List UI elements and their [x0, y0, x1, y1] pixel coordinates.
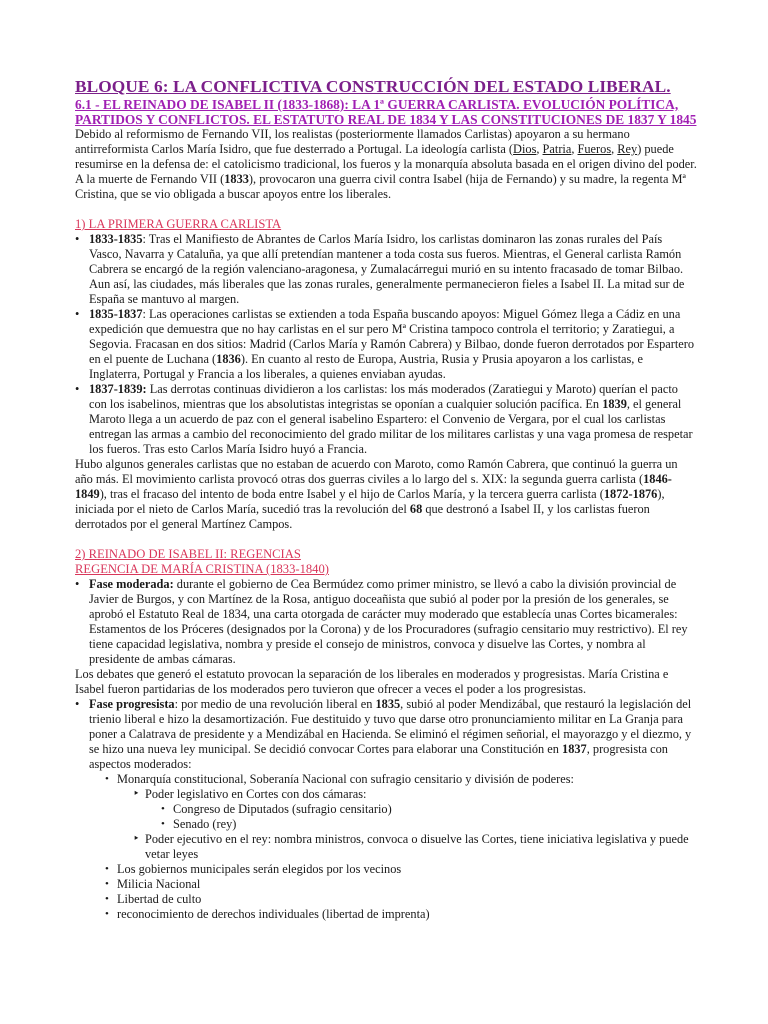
bold-year: 1837: [562, 742, 587, 756]
text-run: ), provocaron una guerra civil contra Isabel (hija de Fernando) y su madre, la regenta Mª Cristina, que se vio obligada a buscar apoyos entre los liberales.: [75, 172, 686, 201]
text-run: ,: [536, 142, 543, 156]
underlined-word: Fueros: [577, 142, 612, 156]
bold-year: 1836: [216, 352, 241, 366]
bold-year: 1846-1849: [75, 472, 672, 501]
regency-heading: REGENCIA DE MARÍA CRISTINA (1833-1840): [75, 562, 329, 576]
bullet-1837-1839: [75, 382, 697, 457]
list-item: • Milicia Nacional: [75, 877, 697, 892]
section-heading-2: 2) REINADO DE ISABEL II: REGENCIAS: [75, 547, 301, 561]
bold-label: Fase progresista: [89, 697, 175, 711]
section-heading-1: 1) LA PRIMERA GUERRA CARLISTA: [75, 217, 282, 231]
bullet-1833-1835: [75, 232, 697, 307]
bold-period: 1833-1835: [89, 232, 143, 246]
list-item: • Libertad de culto: [75, 892, 697, 907]
text-run: ) puede resumirse en la defensa de: el catolicismo tradicional, los fueros y la monarquía absoluta basada en el origen divino del poder. A la muerte de Fernando VII (: [75, 142, 697, 186]
text-run: ,: [611, 142, 618, 156]
bold-period: 1835-1837: [89, 307, 143, 321]
text-run: ), iniciada por el nieto de Carlos María, sucedió tras la revolución del: [75, 487, 665, 516]
list-item: • Senado (rey): [75, 817, 697, 832]
underlined-word: Patria: [542, 142, 572, 156]
list-item: • Monarquía constitucional, Soberanía Nacional con sufragio censitario y división de poderes:: [75, 772, 697, 787]
debates-paragraph: Los debates que generó el estatuto provocan la separación de los liberales en moderados y progresistas. María Cristina e Isabel fueron partidarias de los moderados pero tuvieron que ofrecer a veces el poder a los progresistas.: [75, 667, 669, 696]
section-subtitle: 6.1 - EL REINADO DE ISABEL II (1833-1868): LA 1ª GUERRA CARLISTA. EVOLUCIÓN POLÍTICA, PARTIDOS Y CONFLICTOS. EL ESTATUTO REAL DE 1834 Y LAS CONSTITUCIONES DE 1837 Y 1845: [75, 97, 697, 127]
text-run: : por medio de una revolución liberal en: [174, 697, 376, 711]
list-item: • Los gobiernos municipales serán elegidos por los vecinos: [75, 862, 697, 877]
text-run: , el general Maroto llega a un acuerdo de paz con el general isabelino Espartero: el Convenio de Vergara, por el cual los carlistas entregan las armas a cambio del reconocimiento del grado militar de los militares carlistas y una vaga promesa de respetar los fueros. Tras esto Carlos María Isidro huyó a Francia.: [89, 397, 693, 456]
text-run: Hubo algunos generales carlistas que no estaban de acuerdo con Maroto, como Ramón Cabrera, que continuó la guerra un año más. El movimiento carlista provocó otras dos guerras civiles a lo largo del s. XIX: la segunda guerra carlista (: [75, 457, 678, 486]
text-run: Debido al reformismo de Fernando VII, los realistas (posteriormente llamados Carlistas) apoyaron a su hermano antirreformista Carlos María Isidro, que fue desterrado a Portugal. La ideología carlista (: [75, 127, 630, 156]
text-run: : Tras el Manifiesto de Abrantes de Carlos María Isidro, los carlistas dominaron las zonas rurales del País Vasco, Navarra y Cataluña, ya que allí pretendían mantener a toda costa sus fueros. Mientras, el General carlista Ramón Cabrera se encargó de la región valenciano-aragonesa, y Zumalacárregui murió en su intento fracasado de tomar Bilbao. Aun así, las ciudades, más liberales que las zonas rurales, generalmente permanecieron fieles a Isabel II. La mitad sur de España se mantuvo al margen.: [89, 232, 685, 306]
text-run: ), tras el fracaso del intento de boda entre Isabel y el hijo de Carlos María, y la tercera guerra carlista (: [99, 487, 604, 501]
closing-paragraph: [75, 457, 697, 532]
intro-paragraph: [75, 127, 697, 202]
list-item: ‣ Poder ejecutivo en el rey: nombra ministros, convoca o disuelve las Cortes, tiene iniciativa legislativa y puede vetar leyes: [75, 832, 697, 862]
bold-period: 1837-1839:: [89, 382, 147, 396]
bold-year: 1835: [375, 697, 401, 711]
text-run: ). En cuanto al resto de Europa, Austria, Rusia y Prusia apoyaron a los carlistas, e Inglaterra, Portugal y Francia a los liberales, a quienes enviaban ayudas.: [89, 352, 643, 381]
bold-year: 1872-1876: [603, 487, 658, 501]
text-run: que destronó a Isabel II, y los carlistas fueron derrotados por el general Martínez Campos.: [75, 502, 650, 531]
text-run: ,: [571, 142, 578, 156]
document-content: [75, 77, 697, 922]
text-run: durante el gobierno de Cea Bermúdez como primer ministro, se llevó a cabo la división provincial de Javier de Burgos, y con Martínez de la Rosa, antiguo doceañista que subió al poder por la presión de los generales, se aprobó el Estatuto Real de 1834, una carta otorgada de carácter muy moderado que establecía unas Cortes bicamerales: Estamentos de los Próceres (designados por la Corona) y de los Procuradores (sufragio censitario muy restrictivo). El rey tiene capacidad legislativa, nombra y preside el consejo de ministros, convoca y disuelve las Cortes, y nombra al presidente de ambas cámaras.: [89, 577, 688, 666]
text-run: , progresista con aspectos moderados:: [89, 742, 668, 771]
bullet-1835-1837: [75, 307, 697, 382]
bold-year: 68: [409, 502, 423, 516]
underlined-word: Dios: [513, 142, 537, 156]
list-item: ‣ Poder legislativo en Cortes con dos cámaras:: [75, 787, 697, 802]
bold-label: Fase moderada:: [89, 577, 174, 591]
list-item: • Congreso de Diputados (sufragio censitario): [75, 802, 697, 817]
list-item: • reconocimiento de derechos individuales (libertad de imprenta): [75, 907, 697, 922]
bullet-fase-progresista: [75, 697, 697, 772]
text-run: , subió al poder Mendizábal, que restauró la legislación del trienio liberal e hizo la desamortización. Fue destituido y tuvo que darse otro pronunciamiento militar en La Granja para poner a Calatrava de presidente y a Mendizábal en Hacienda. Se eliminó el régimen señorial, el mayorazgo y el diezmo, y se hizo una nueva ley municipal. Se decidió convocar Cortes para elaborar una Constitución en: [89, 697, 692, 756]
text-run: Las derrotas continuas dividieron a los carlistas: los más moderados (Zaratiegui y Maroto) querían el pacto con los isabelinos, mientras que los absolutistas integristas se oponían a cualquier solución pacífica. En: [89, 382, 678, 411]
page-title: BLOQUE 6: LA CONFLICTIVA CONSTRUCCIÓN DEL ESTADO LIBERAL.: [75, 77, 671, 96]
bullet-fase-moderada: [75, 577, 697, 667]
bold-year: 1839: [602, 397, 627, 411]
text-run: : Las operaciones carlistas se extienden a toda España buscando apoyos: Miguel Gómez llega a Cádiz en una expedición que demuestra que no hay carlistas en el sur pero Mª Cristina tampoco controla el territorio; y Zaratiegui, a Segovia. Fracasan en dos sitios: Madrid (Carlos María y Ramón Cabrera) y Bilbao, donde fueron derrotados por Espartero en el puente de Luchana (: [89, 307, 695, 366]
underlined-word: Rey: [617, 142, 638, 156]
bold-year: 1833: [224, 172, 249, 186]
